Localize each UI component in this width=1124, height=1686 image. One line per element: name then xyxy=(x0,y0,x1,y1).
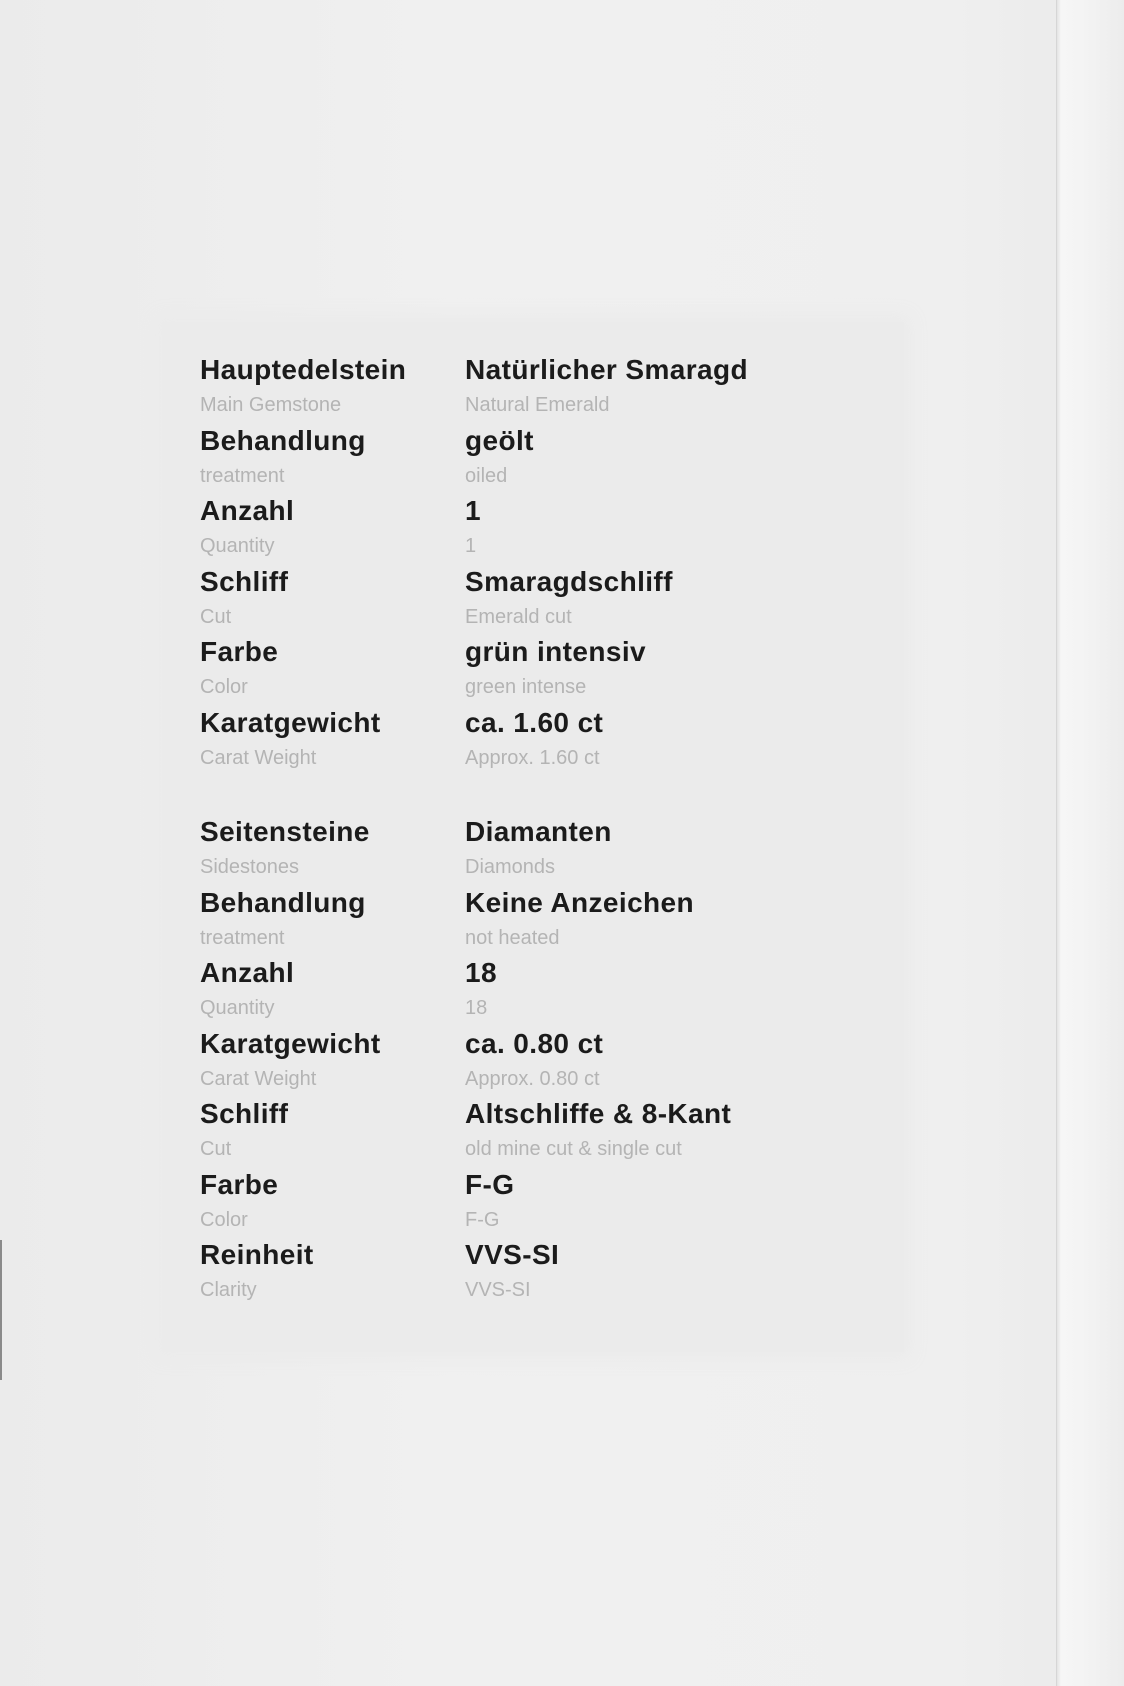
spec-label-de: Hauptedelstein xyxy=(200,354,407,385)
spec-value-en: Diamonds xyxy=(465,856,556,878)
spec-label-en: Quantity xyxy=(200,535,275,557)
spec-label-de: Schliff xyxy=(200,565,289,597)
spec-value-en: 18 xyxy=(465,997,488,1019)
spec-label-en: Cut xyxy=(200,1138,232,1160)
spec-label-de: Karatgewicht xyxy=(200,706,381,738)
spec-label-de: Seitensteine xyxy=(200,816,370,847)
spec-label-de: Farbe xyxy=(200,636,279,667)
spec-value-en: F-G xyxy=(465,1208,500,1231)
spec-value-en: green intense xyxy=(465,676,587,698)
spec-label-en: treatment xyxy=(200,926,285,949)
spec-label-de: Karatgewicht xyxy=(200,1027,381,1059)
spec-value-en: Natural Emerald xyxy=(465,394,610,416)
spec-value-de: 18 xyxy=(465,957,497,988)
spec-value-en: Approx. 1.60 ct xyxy=(465,746,600,769)
spec-value-de: 1 xyxy=(465,495,481,526)
spec-value-en: Emerald cut xyxy=(465,605,572,628)
spec-label-en: treatment xyxy=(200,464,285,487)
spec-label-de: Behandlung xyxy=(200,424,366,456)
spec-value-de: ca. 0.80 ct xyxy=(465,1027,604,1059)
spec-label-en: Cut xyxy=(200,605,232,628)
spec-label-en: Carat Weight xyxy=(200,746,317,769)
spec-value-de: Natürlicher Smaragd xyxy=(465,354,749,385)
spec-label-de: Schliff xyxy=(200,1098,289,1129)
spec-value-de: grün intensiv xyxy=(465,636,646,667)
spec-value-en: VVS-SI xyxy=(465,1279,531,1301)
spec-label-en: Sidestones xyxy=(200,856,299,878)
spec-value-de: Altschliffe & 8-Kant xyxy=(465,1098,732,1129)
spec-label-en: Carat Weight xyxy=(200,1067,317,1090)
spec-label-de: Farbe xyxy=(200,1168,279,1200)
spec-value-en: oiled xyxy=(465,464,508,487)
spec-value-de: ca. 1.60 ct xyxy=(465,706,604,738)
spec-value-de: Smaragdschliff xyxy=(465,565,673,597)
page-fold-edge xyxy=(1056,0,1124,1686)
spec-value-en: not heated xyxy=(465,926,560,949)
spec-value-de: F-G xyxy=(465,1168,515,1200)
spec-value-de: Diamanten xyxy=(465,816,612,847)
spec-label-de: Anzahl xyxy=(200,495,295,526)
spec-label-de: Reinheit xyxy=(200,1239,314,1270)
spec-value-en: 1 xyxy=(465,535,477,557)
spec-label-en: Color xyxy=(200,1208,248,1231)
spec-label-en: Color xyxy=(200,676,248,698)
spec-value-en: Approx. 0.80 ct xyxy=(465,1067,600,1090)
spec-label-de: Behandlung xyxy=(200,886,366,918)
spec-value-de: geölt xyxy=(465,424,534,456)
spec-label-en: Main Gemstone xyxy=(200,394,342,416)
spec-value-en: old mine cut & single cut xyxy=(465,1138,682,1160)
spec-label-en: Quantity xyxy=(200,997,275,1019)
edge-mark xyxy=(0,1240,2,1380)
spec-label-en: Clarity xyxy=(200,1279,257,1301)
spec-value-de: Keine Anzeichen xyxy=(465,886,695,918)
spec-value-de: VVS-SI xyxy=(465,1239,560,1270)
spec-label-de: Anzahl xyxy=(200,957,295,988)
